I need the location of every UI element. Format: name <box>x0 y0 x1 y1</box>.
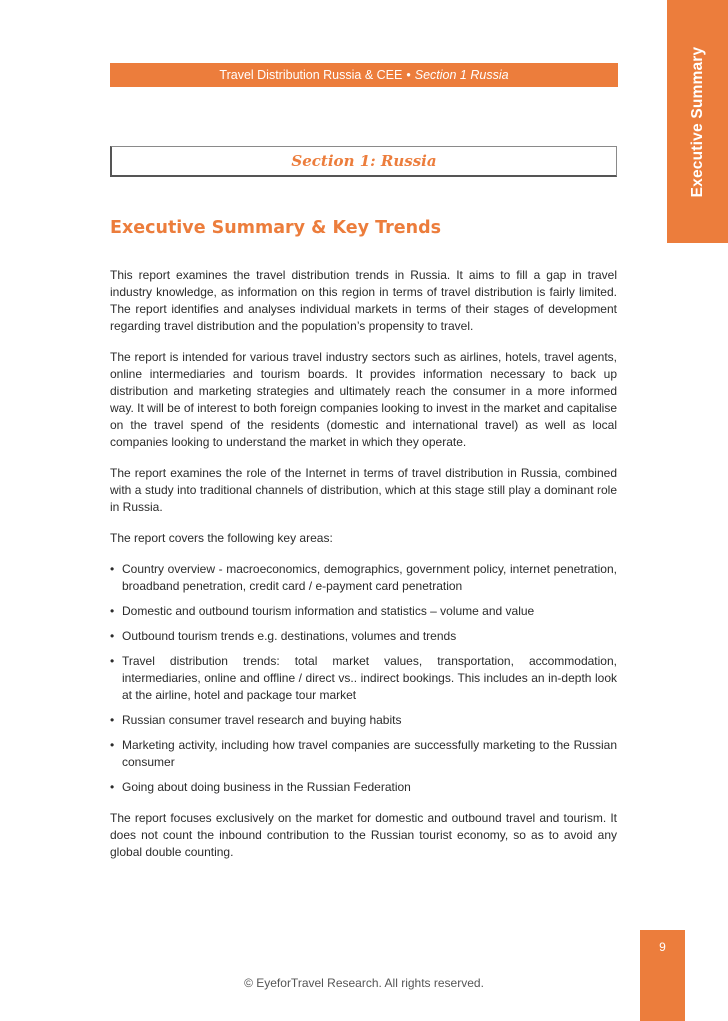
page-number: 9 <box>659 940 666 954</box>
list-item-text: Outbound tourism trends e.g. destinations, volumes and trends <box>122 629 457 643</box>
header-separator: • <box>406 68 411 82</box>
header-bar <box>110 63 618 87</box>
list-item-text: Russian consumer travel research and buying habits <box>122 713 402 727</box>
section-title: Section 1: Russia <box>291 152 437 170</box>
header-section: Section 1 Russia <box>414 68 509 82</box>
list-item-text: Travel distribution trends: total market values, transportation, accommodation, intermediaries, online and offline / direct vs.. indirect bookings. This includes an in-depth look at the airline, hotel and package tour market <box>122 654 617 702</box>
page-heading: Executive Summary & Key Trends <box>110 218 442 238</box>
list-item-text: Going about doing business in the Russian Federation <box>122 780 411 794</box>
list-item <box>110 779 617 796</box>
bullet-icon: • <box>110 629 115 643</box>
list-item-text: Marketing activity, including how travel companies are successfully marketing to the Russian consumer <box>122 738 617 769</box>
key-areas-list <box>110 561 617 796</box>
paragraph: The report is intended for various travel industry sectors such as airlines, hotels, travel agents, online intermediaries and tourism boards. It provides information necessary to back up distribution and marketing strategies and ultimately reach the consumer in a more informed way. It will be of interest to both foreign companies looking to invest in the market and capitalise on the travel spend of the residents (domestic and international travel) as well as local companies looking to understand the market in which they operate. <box>110 350 617 449</box>
list-item <box>110 561 617 595</box>
list-item-text: Domestic and outbound tourism information and statistics – volume and value <box>122 604 535 618</box>
list-item-text: Country overview - macroeconomics, demographics, government policy, internet penetration, broadband penetration, credit card / e-payment card penetration <box>122 562 617 593</box>
paragraph: This report examines the travel distribution trends in Russia. It aims to fill a gap in travel industry knowledge, as information on this region in terms of travel distribution is fairly limited. The report identifies and analyses individual markets in terms of their stages of development regarding travel distribution and the population’s propensity to travel. <box>110 268 617 333</box>
bullet-icon: • <box>110 780 115 794</box>
list-item <box>110 712 617 729</box>
paragraph: The report examines the role of the Internet in terms of travel distribution in Russia, combined with a study into traditional channels of distribution, which at this stage still play a dominant role in Russia. <box>110 466 617 514</box>
side-tab-label: Executive Summary <box>688 46 706 197</box>
body-content <box>110 267 617 875</box>
side-tab <box>667 0 728 243</box>
closing-paragraph: The report focuses exclusively on the market for domestic and outbound travel and tourism. It does not count the inbound contribution to the Russian tourist economy, so as to avoid any global double counting. <box>110 811 617 859</box>
list-item <box>110 737 617 771</box>
header-title: Travel Distribution Russia & CEE <box>219 68 403 82</box>
footer-copyright: © EyeforTravel Research. All rights reserved. <box>244 976 484 990</box>
bullet-icon: • <box>110 604 115 618</box>
bullet-icon: • <box>110 738 115 752</box>
list-item <box>110 653 617 704</box>
paragraph: The report covers the following key areas: <box>110 531 333 545</box>
bullet-icon: • <box>110 654 115 668</box>
list-item <box>110 628 617 645</box>
bullet-icon: • <box>110 713 115 727</box>
list-item <box>110 603 617 620</box>
section-title-box <box>110 146 617 177</box>
bullet-icon: • <box>110 562 115 576</box>
